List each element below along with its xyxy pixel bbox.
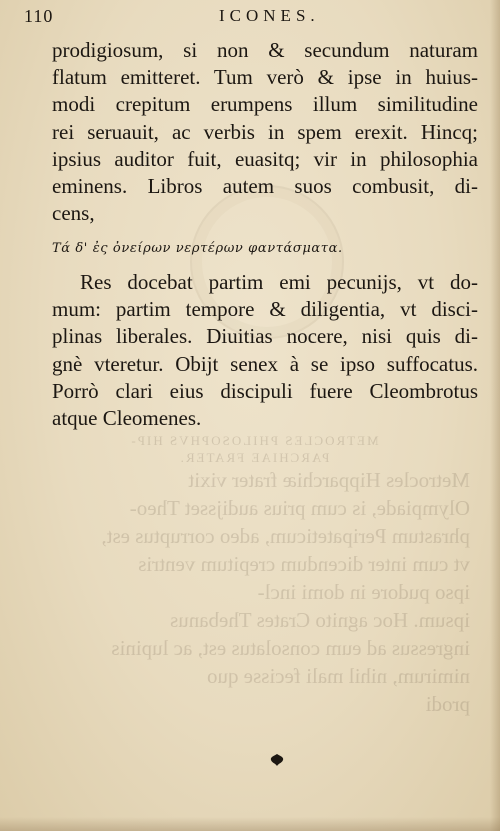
running-head: ICONES.	[219, 6, 320, 25]
show-through-heading-1: METROCLES PHILOSOPHVS HIP-	[129, 433, 379, 448]
main-paragraph	[52, 37, 478, 227]
text-line: cens,	[52, 201, 95, 226]
text-line: flatum emitteret. Tum verò & ipse in huius-	[52, 65, 478, 90]
fleuron-icon	[270, 754, 284, 766]
text-line: plinas liberales. Diuitias nocere, nisi quis di-	[52, 324, 478, 349]
text-line: modi crepitum erumpens illum similitudine	[52, 92, 478, 117]
show-through-line: Metrocles Hipparchiæ frater vixit	[188, 468, 470, 492]
page-edge-shadow	[490, 0, 500, 831]
text-line: atque Cleomenes.	[52, 406, 202, 431]
show-through-line: phrastum Peripateticum, adeo corruptus est,	[101, 524, 470, 548]
text-line: eminens. Libros autem suos combusit, di-	[52, 174, 478, 199]
show-through-line: nimirum, nihil mali fecisse quo	[206, 664, 470, 688]
text-line: mum: partim tempore & diligentia, vt disci-	[52, 297, 478, 322]
show-through-text	[38, 432, 470, 752]
show-through-heading-2: PARCHIAE FRATER.	[178, 450, 330, 465]
show-through-line: ingressus ad eum consolatus est, ac lupinis	[111, 636, 470, 660]
text-line: ipsius auditor fuit, euasitq; vir in philosophia	[52, 146, 478, 171]
show-through-line: Olympiade, is cum prius audijsset Theo-	[129, 496, 470, 520]
text-line: Res docebat partim emi pecunijs, vt do-	[80, 270, 478, 294]
show-through-line: vt cum inter dicendum crepitum ventris	[138, 552, 470, 576]
text-line: rei seruauit, ac verbis in spem erexit. Hincq;	[52, 119, 478, 144]
show-through-line: prodi	[425, 692, 470, 716]
text-line: gnè vteretur. Obijt senex à se ipso suffocatus.	[52, 351, 478, 376]
show-through-line: ipsum. Hoc agnito Crates Thebanus	[170, 608, 470, 632]
text-line: Porrò clari eius discipuli fuere Cleombrotus	[52, 378, 478, 403]
page-bottom-shadow	[0, 817, 500, 831]
greek-quotation: Τά δ' ἐς ὀνείρων νερτέρων φαντάσματα.	[52, 241, 343, 256]
second-paragraph	[52, 269, 478, 432]
page-number: 110	[24, 6, 54, 26]
text-line: prodigiosum, si non & secundum naturam	[52, 38, 478, 62]
show-through-line: ipso pudore in domi incl-	[257, 580, 470, 604]
page-header	[24, 6, 478, 26]
